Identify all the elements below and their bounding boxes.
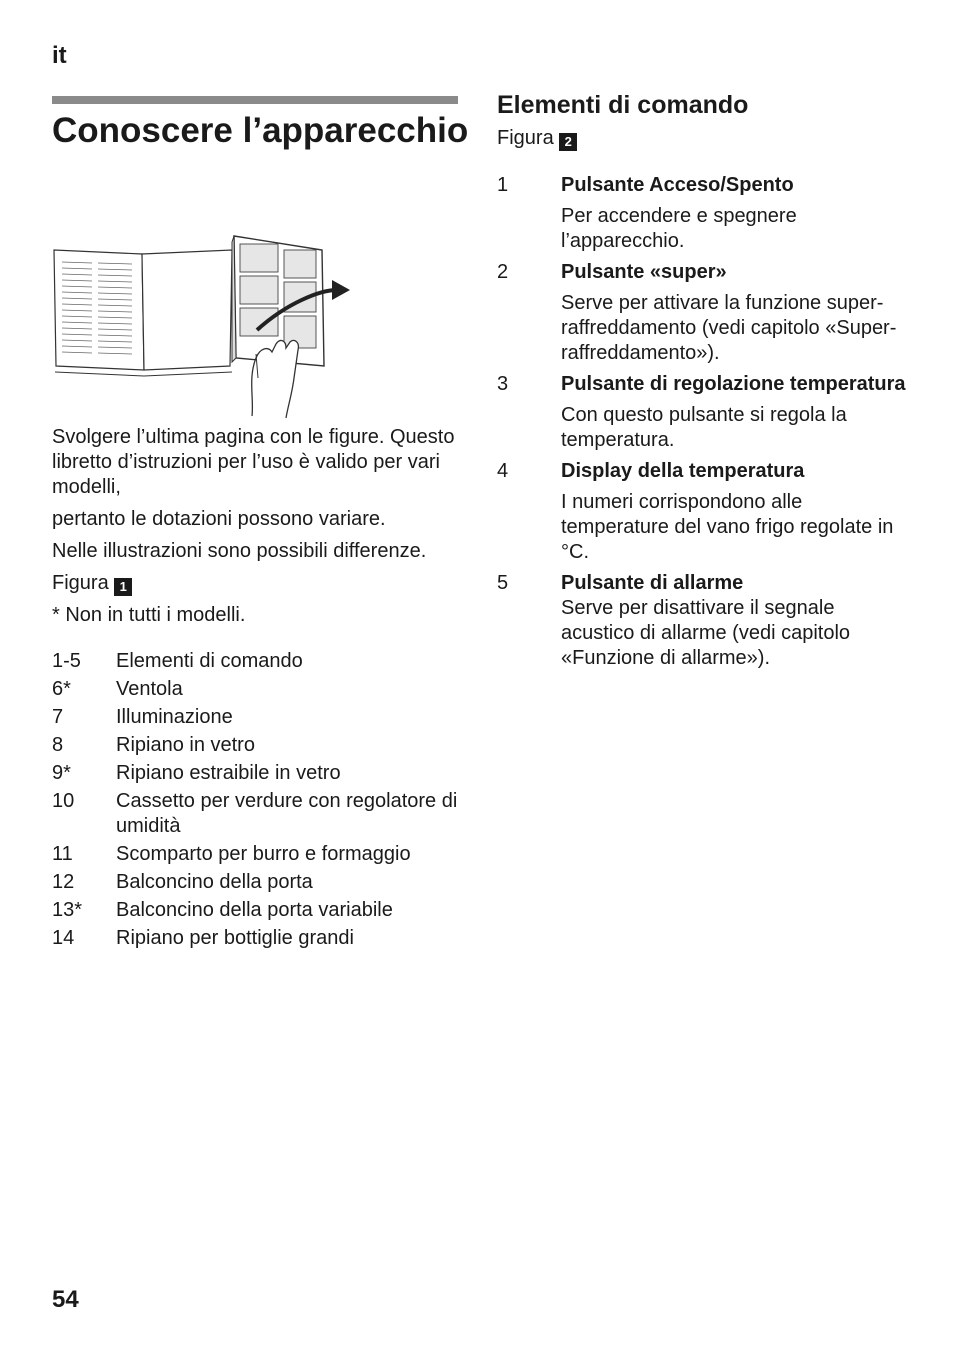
footnote: * Non in tutti i modelli. [52,604,246,626]
control-label: Pulsante Acceso/Spento [561,174,794,196]
legend-number: 10 [52,790,75,812]
legend-item [52,789,458,839]
legend-item [52,842,458,867]
legend-text: Ventola [116,678,183,700]
legend-text: Balconcino della porta [116,871,313,893]
section-rule [52,96,458,104]
left-column [52,425,458,954]
legend-item [52,761,458,786]
intro-paragraph: Nelle illustrazioni sono possibili differenze. [52,540,427,562]
booklet-illustration [52,228,362,420]
legend-item [52,649,458,674]
page-title: Conoscere l’apparecchio [52,111,469,150]
legend-number: 9* [52,762,71,784]
control-number: 1 [497,174,509,196]
control-label: Pulsante di allarme [561,572,744,594]
legend-text: Cassetto per verdure con regolatore di umidità [116,790,458,837]
control-item [497,459,907,565]
legend-text: Elementi di comando [116,650,303,672]
legend-text: Ripiano per bottiglie grandi [116,927,354,949]
controls-list [497,173,907,671]
legend-text: Illuminazione [116,706,233,728]
control-description: I numeri corrispondono alle temperature del vano frigo regolate in °C. [561,491,894,563]
legend-number: 11 [52,843,73,865]
control-number: 5 [497,572,509,594]
legend-text: Ripiano estraibile in vetro [116,762,341,784]
legend-number: 7 [52,706,64,728]
section-heading: Elementi di comando [497,91,749,119]
legend-item [52,705,458,730]
legend-item [52,898,458,923]
figure-number-badge: 2 [559,133,577,151]
control-number: 2 [497,261,509,283]
right-column [497,88,907,677]
component-legend [52,649,458,951]
control-description: Per accendere e spegnere l’apparecchio. [561,205,797,252]
intro-paragraph: Svolgere l’ultima pagina con le figure. Questo libretto d’istruzioni per l’uso è valido per vari modelli, [52,426,455,498]
control-item [497,260,907,366]
legend-number: 14 [52,927,75,949]
page-number: 54 [52,1286,79,1313]
figure-label: Figura [52,572,109,594]
legend-text: Ripiano in vetro [116,734,255,756]
legend-item [52,677,458,702]
control-description: Con questo pulsante si regola la temperatura. [561,404,847,451]
control-item [497,372,907,453]
figure-reference [52,571,458,596]
control-label: Pulsante «super» [561,261,727,283]
legend-text: Scomparto per burro e formaggio [116,843,411,865]
control-label: Pulsante di regolazione temperatura [561,373,906,395]
legend-item [52,926,458,951]
figure-reference [497,126,907,151]
control-item [497,571,907,671]
intro-paragraph: pertanto le dotazioni possono variare. [52,508,386,530]
legend-number: 8 [52,734,64,756]
language-code: it [52,42,67,69]
legend-item [52,870,458,895]
control-item [497,173,907,254]
legend-number: 6* [52,678,71,700]
control-number: 4 [497,460,509,482]
figure-number-badge: 1 [114,578,132,596]
legend-number: 12 [52,871,75,893]
control-number: 3 [497,373,509,395]
legend-number: 1-5 [52,650,81,672]
legend-item [52,733,458,758]
legend-text: Balconcino della porta variabile [116,899,393,921]
control-description: Serve per disattivare il segnale acustico di allarme (vedi capitolo «Funzione di allarme»). [561,597,851,669]
legend-number: 13* [52,899,83,921]
control-label: Display della temperatura [561,460,805,482]
figure-label: Figura [497,127,554,149]
control-description: Serve per attivare la funzione super-raffreddamento (vedi capitolo «Super-raffreddamento»). [561,292,897,364]
